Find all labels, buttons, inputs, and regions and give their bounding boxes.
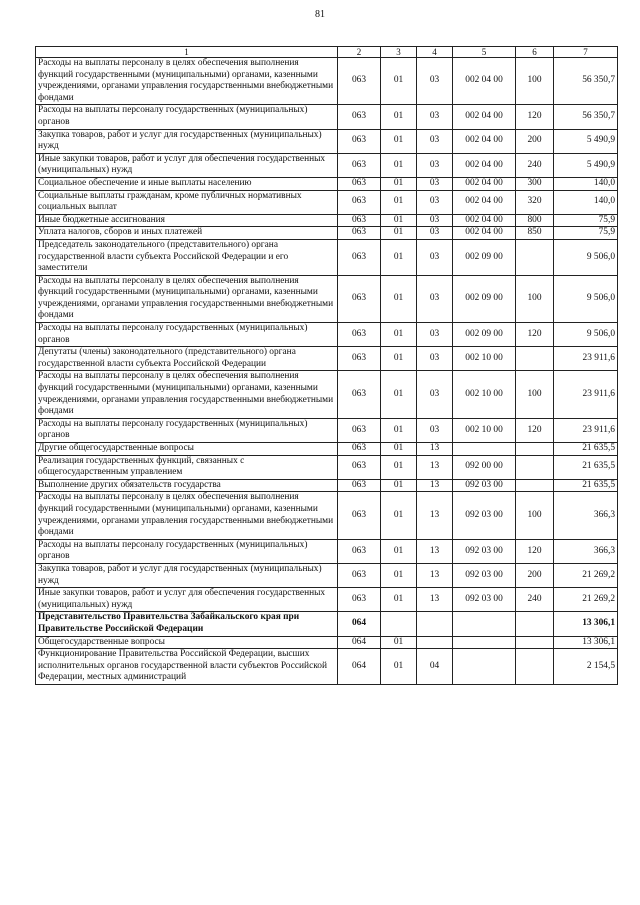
row-expense-type-cell: 120 (516, 105, 554, 129)
row-target-article-cell: 092 03 00 (453, 588, 516, 612)
table-row (36, 323, 618, 347)
table-row (36, 153, 618, 177)
row-section-cell: 01 (381, 492, 417, 539)
table-row (36, 563, 618, 587)
table-row (36, 129, 618, 153)
row-section-cell: 01 (381, 539, 417, 563)
table-row (36, 588, 618, 612)
row-name-cell: Иные закупки товаров, работ и услуг для обеспечения государственных (муниципальных) нужд (36, 153, 338, 177)
row-amount-cell: 23 911,6 (554, 418, 618, 442)
row-admin-code-cell: 064 (338, 612, 381, 636)
table-row (36, 649, 618, 685)
row-name-cell: Другие общегосударственные вопросы (36, 443, 338, 456)
row-subsection-cell: 03 (417, 323, 453, 347)
row-name-cell: Закупка товаров, работ и услуг для государственных (муниципальных) нужд (36, 563, 338, 587)
row-amount-cell: 21 635,5 (554, 479, 618, 492)
row-section-cell: 01 (381, 347, 417, 371)
row-target-article-cell: 002 10 00 (453, 347, 516, 371)
row-subsection-cell: 03 (417, 190, 453, 214)
row-name-cell: Уплата налогов, сборов и иных платежей (36, 227, 338, 240)
row-section-cell: 01 (381, 239, 417, 275)
row-admin-code-cell: 063 (338, 563, 381, 587)
row-name-cell: Социальные выплаты гражданам, кроме публичных нормативных социальных выплат (36, 190, 338, 214)
row-admin-code-cell: 063 (338, 58, 381, 105)
row-subsection-cell: 13 (417, 479, 453, 492)
row-expense-type-cell (516, 239, 554, 275)
row-name-cell: Иные закупки товаров, работ и услуг для обеспечения государственных (муниципальных) нужд (36, 588, 338, 612)
row-target-article-cell: 002 04 00 (453, 129, 516, 153)
row-section-cell: 01 (381, 105, 417, 129)
row-subsection-cell: 03 (417, 239, 453, 275)
row-name-cell: Председатель законодательного (представительного) органа государственной власти субъекта Российской Федерации и его заместители (36, 239, 338, 275)
row-admin-code-cell: 063 (338, 323, 381, 347)
column-header-3: 3 (381, 47, 417, 58)
table-row (36, 418, 618, 442)
row-amount-cell: 13 306,1 (554, 612, 618, 636)
row-amount-cell: 21 269,2 (554, 563, 618, 587)
row-expense-type-cell: 120 (516, 323, 554, 347)
row-target-article-cell: 002 04 00 (453, 214, 516, 227)
row-amount-cell: 5 490,9 (554, 153, 618, 177)
table-row (36, 443, 618, 456)
row-expense-type-cell: 100 (516, 492, 554, 539)
table-row (36, 612, 618, 636)
row-subsection-cell: 13 (417, 443, 453, 456)
row-amount-cell: 5 490,9 (554, 129, 618, 153)
row-name-cell: Расходы на выплаты персоналу в целях обеспечения выполнения функций государственными (муниципальными) органами, казенными учреждениями, органами управления государственными внебюджетными фондами (36, 492, 338, 539)
row-admin-code-cell: 063 (338, 492, 381, 539)
row-target-article-cell: 002 04 00 (453, 227, 516, 240)
row-target-article-cell (453, 612, 516, 636)
row-target-article-cell: 002 04 00 (453, 58, 516, 105)
row-section-cell: 01 (381, 129, 417, 153)
table-row (36, 227, 618, 240)
row-section-cell: 01 (381, 190, 417, 214)
row-amount-cell: 366,3 (554, 539, 618, 563)
row-section-cell: 01 (381, 636, 417, 649)
row-section-cell: 01 (381, 443, 417, 456)
row-target-article-cell: 002 09 00 (453, 323, 516, 347)
row-amount-cell: 140,0 (554, 177, 618, 190)
column-header-1: 1 (36, 47, 338, 58)
row-section-cell: 01 (381, 214, 417, 227)
table-row (36, 539, 618, 563)
table-row (36, 347, 618, 371)
row-amount-cell: 75,9 (554, 227, 618, 240)
row-expense-type-cell (516, 443, 554, 456)
row-target-article-cell: 092 00 00 (453, 455, 516, 479)
row-target-article-cell (453, 443, 516, 456)
row-target-article-cell: 092 03 00 (453, 563, 516, 587)
row-target-article-cell: 002 04 00 (453, 105, 516, 129)
table-row (36, 492, 618, 539)
row-section-cell (381, 612, 417, 636)
row-target-article-cell (453, 636, 516, 649)
row-name-cell: Социальное обеспечение и иные выплаты населению (36, 177, 338, 190)
row-admin-code-cell: 063 (338, 153, 381, 177)
row-subsection-cell: 03 (417, 227, 453, 240)
column-header-5: 5 (453, 47, 516, 58)
row-section-cell: 01 (381, 153, 417, 177)
row-admin-code-cell: 063 (338, 275, 381, 322)
table-row (36, 177, 618, 190)
row-admin-code-cell: 064 (338, 636, 381, 649)
row-name-cell: Расходы на выплаты персоналу в целях обеспечения выполнения функций государственными (муниципальными) органами, казенными учреждениями, органами управления государственными внебюджетными фондами (36, 275, 338, 322)
table-row (36, 455, 618, 479)
row-amount-cell: 140,0 (554, 190, 618, 214)
row-name-cell: Расходы на выплаты персоналу государственных (муниципальных) органов (36, 418, 338, 442)
row-expense-type-cell: 200 (516, 563, 554, 587)
table-row (36, 275, 618, 322)
column-header-4: 4 (417, 47, 453, 58)
row-expense-type-cell: 240 (516, 588, 554, 612)
row-admin-code-cell: 063 (338, 227, 381, 240)
row-name-cell: Расходы на выплаты персоналу государственных (муниципальных) органов (36, 105, 338, 129)
row-section-cell: 01 (381, 371, 417, 418)
row-target-article-cell: 002 04 00 (453, 190, 516, 214)
row-subsection-cell (417, 612, 453, 636)
table-row (36, 371, 618, 418)
row-expense-type-cell (516, 347, 554, 371)
row-admin-code-cell: 063 (338, 539, 381, 563)
row-subsection-cell: 03 (417, 418, 453, 442)
row-subsection-cell: 03 (417, 371, 453, 418)
row-amount-cell: 9 506,0 (554, 239, 618, 275)
row-subsection-cell: 13 (417, 539, 453, 563)
row-name-cell: Представительство Правительства Забайкальского края при Правительстве Российской Федерации (36, 612, 338, 636)
row-amount-cell: 56 350,7 (554, 58, 618, 105)
row-admin-code-cell: 063 (338, 129, 381, 153)
row-subsection-cell: 13 (417, 492, 453, 539)
row-subsection-cell (417, 636, 453, 649)
column-header-7: 7 (554, 47, 618, 58)
row-admin-code-cell: 063 (338, 239, 381, 275)
row-expense-type-cell (516, 455, 554, 479)
row-target-article-cell: 002 09 00 (453, 239, 516, 275)
row-name-cell: Выполнение других обязательств государства (36, 479, 338, 492)
row-expense-type-cell: 120 (516, 418, 554, 442)
table-row (36, 58, 618, 105)
row-subsection-cell: 03 (417, 347, 453, 371)
row-target-article-cell: 092 03 00 (453, 479, 516, 492)
row-subsection-cell: 03 (417, 275, 453, 322)
row-name-cell: Общегосударственные вопросы (36, 636, 338, 649)
row-section-cell: 01 (381, 275, 417, 322)
row-amount-cell: 2 154,5 (554, 649, 618, 685)
row-expense-type-cell: 100 (516, 371, 554, 418)
row-admin-code-cell: 063 (338, 418, 381, 442)
row-target-article-cell: 002 10 00 (453, 418, 516, 442)
row-admin-code-cell: 063 (338, 371, 381, 418)
row-expense-type-cell (516, 636, 554, 649)
row-admin-code-cell: 063 (338, 443, 381, 456)
row-expense-type-cell: 320 (516, 190, 554, 214)
row-name-cell: Иные бюджетные ассигнования (36, 214, 338, 227)
row-subsection-cell: 03 (417, 153, 453, 177)
row-name-cell: Расходы на выплаты персоналу в целях обеспечения выполнения функций государственными (муниципальными) органами, казенными учреждениями, органами управления государственными внебюджетными фондами (36, 371, 338, 418)
budget-table (35, 46, 618, 685)
table-row (36, 190, 618, 214)
row-amount-cell: 21 635,5 (554, 443, 618, 456)
row-amount-cell: 23 911,6 (554, 371, 618, 418)
row-section-cell: 01 (381, 227, 417, 240)
row-amount-cell: 13 306,1 (554, 636, 618, 649)
row-section-cell: 01 (381, 455, 417, 479)
row-section-cell: 01 (381, 479, 417, 492)
row-subsection-cell: 03 (417, 177, 453, 190)
row-amount-cell: 21 635,5 (554, 455, 618, 479)
row-expense-type-cell (516, 649, 554, 685)
row-section-cell: 01 (381, 177, 417, 190)
row-name-cell: Депутаты (члены) законодательного (представительного) органа государственной власти субъекта Российской Федерации (36, 347, 338, 371)
table-header-row (36, 47, 618, 58)
row-target-article-cell: 002 04 00 (453, 177, 516, 190)
row-amount-cell: 9 506,0 (554, 275, 618, 322)
row-admin-code-cell: 063 (338, 588, 381, 612)
row-name-cell: Расходы на выплаты персоналу государственных (муниципальных) органов (36, 323, 338, 347)
row-target-article-cell (453, 649, 516, 685)
row-amount-cell: 23 911,6 (554, 347, 618, 371)
row-subsection-cell: 13 (417, 563, 453, 587)
row-amount-cell: 75,9 (554, 214, 618, 227)
row-target-article-cell: 092 03 00 (453, 539, 516, 563)
row-subsection-cell: 03 (417, 214, 453, 227)
row-target-article-cell: 092 03 00 (453, 492, 516, 539)
column-header-2: 2 (338, 47, 381, 58)
row-admin-code-cell: 063 (338, 105, 381, 129)
row-expense-type-cell: 800 (516, 214, 554, 227)
table-body (36, 58, 618, 685)
row-subsection-cell: 04 (417, 649, 453, 685)
row-admin-code-cell: 063 (338, 177, 381, 190)
row-section-cell: 01 (381, 649, 417, 685)
row-amount-cell: 366,3 (554, 492, 618, 539)
row-admin-code-cell: 063 (338, 214, 381, 227)
row-admin-code-cell: 064 (338, 649, 381, 685)
row-expense-type-cell (516, 479, 554, 492)
row-name-cell: Расходы на выплаты персоналу в целях обеспечения выполнения функций государственными (муниципальными) органами, казенными учреждениями, органами управления государственными внебюджетными фондами (36, 58, 338, 105)
row-expense-type-cell: 120 (516, 539, 554, 563)
row-section-cell: 01 (381, 418, 417, 442)
table-row (36, 105, 618, 129)
row-amount-cell: 21 269,2 (554, 588, 618, 612)
row-target-article-cell: 002 10 00 (453, 371, 516, 418)
row-expense-type-cell (516, 612, 554, 636)
row-name-cell: Расходы на выплаты персоналу государственных (муниципальных) органов (36, 539, 338, 563)
row-subsection-cell: 03 (417, 105, 453, 129)
row-section-cell: 01 (381, 588, 417, 612)
column-header-6: 6 (516, 47, 554, 58)
row-section-cell: 01 (381, 58, 417, 105)
row-expense-type-cell: 100 (516, 58, 554, 105)
row-admin-code-cell: 063 (338, 455, 381, 479)
row-subsection-cell: 03 (417, 129, 453, 153)
row-expense-type-cell: 300 (516, 177, 554, 190)
table-row (36, 636, 618, 649)
row-section-cell: 01 (381, 323, 417, 347)
row-amount-cell: 56 350,7 (554, 105, 618, 129)
row-target-article-cell: 002 09 00 (453, 275, 516, 322)
page-number: 81 (315, 9, 325, 20)
row-name-cell: Закупка товаров, работ и услуг для государственных (муниципальных) нужд (36, 129, 338, 153)
table-row (36, 479, 618, 492)
row-admin-code-cell: 063 (338, 190, 381, 214)
row-target-article-cell: 002 04 00 (453, 153, 516, 177)
row-expense-type-cell: 240 (516, 153, 554, 177)
table-row (36, 239, 618, 275)
row-subsection-cell: 13 (417, 588, 453, 612)
row-amount-cell: 9 506,0 (554, 323, 618, 347)
row-section-cell: 01 (381, 563, 417, 587)
row-subsection-cell: 03 (417, 58, 453, 105)
row-subsection-cell: 13 (417, 455, 453, 479)
row-name-cell: Функционирование Правительства Российской Федерации, высших исполнительных органов государственной власти субъектов Российской Федерации, местных администраций (36, 649, 338, 685)
table-row (36, 214, 618, 227)
row-admin-code-cell: 063 (338, 479, 381, 492)
row-expense-type-cell: 200 (516, 129, 554, 153)
row-expense-type-cell: 850 (516, 227, 554, 240)
row-admin-code-cell: 063 (338, 347, 381, 371)
row-name-cell: Реализация государственных функций, связанных с общегосударственным управлением (36, 455, 338, 479)
row-expense-type-cell: 100 (516, 275, 554, 322)
